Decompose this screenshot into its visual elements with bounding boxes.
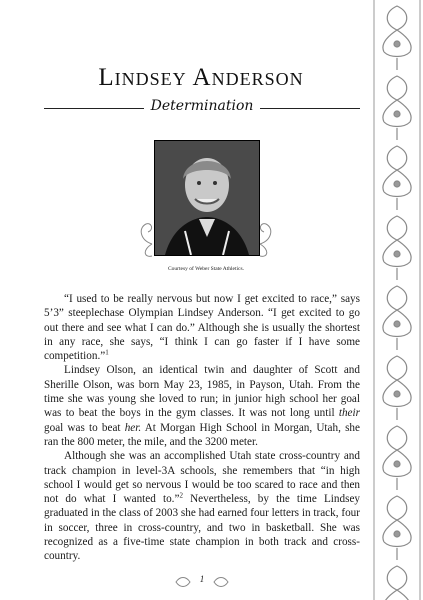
emphasis: her. — [124, 421, 142, 434]
paragraph-text: Nevertheless, by the time Lindsey graduated in the class of 2003 she had earned four letters in track, four in soccer, three in cross-country, and two in basketball. She was recognized as a five-time state champion in both track and cross-country. — [44, 493, 360, 563]
divider-left — [44, 108, 144, 109]
footnote-marker: 1 — [105, 348, 109, 357]
paragraph-text: goal was to beat — [44, 421, 125, 434]
emphasis: their — [338, 407, 360, 420]
paragraph-text: At Morgan High School in Morgan, Utah, she ran the 800 meter, the mile, and the 3200 meter. — [44, 421, 360, 448]
paragraph — [44, 363, 360, 449]
chapter-title: Lindsey Anderson — [98, 64, 304, 91]
footnote-marker: 2 — [179, 491, 183, 500]
body-text — [44, 292, 360, 564]
photo-caption: Courtesy of Weber State Athletics. — [168, 266, 244, 272]
photo-frame — [132, 132, 280, 262]
portrait-image — [155, 141, 259, 255]
paragraph — [44, 449, 360, 563]
ornamental-border-icon — [372, 0, 423, 600]
paragraph-text: “I used to be really nervous but now I get excited to race,” says 5’3” steeplechase Olympian Lindsey Anderson. “I get excited to go out there and see what I can do.” Although she is usually the shortest in any race, she says, “I think I can go faster if I have some competition.” — [44, 293, 360, 363]
divider-right — [260, 108, 360, 109]
paragraph-text: Although she was an accomplished Utah state cross-country and track champion in level-3A schools, she remembers that “in high school I would get so nervous I would be too scared to race and then not do what I wanted to.” — [44, 450, 360, 506]
page-footer — [172, 574, 232, 590]
paragraph — [44, 292, 360, 363]
page-number: 1 — [199, 574, 205, 584]
portrait-photo — [154, 140, 260, 256]
chapter-subtitle: Determination — [150, 98, 254, 114]
paragraph-text: Lindsey Olson, an identical twin and daughter of Scott and Sherille Olson, was born May 23, 1985, in Payson, Utah. From the time she was young she loved to run; in junior high school her goal was to beat the boys in the gym classes. It was not long until — [44, 364, 360, 420]
subtitle-row — [44, 98, 360, 118]
